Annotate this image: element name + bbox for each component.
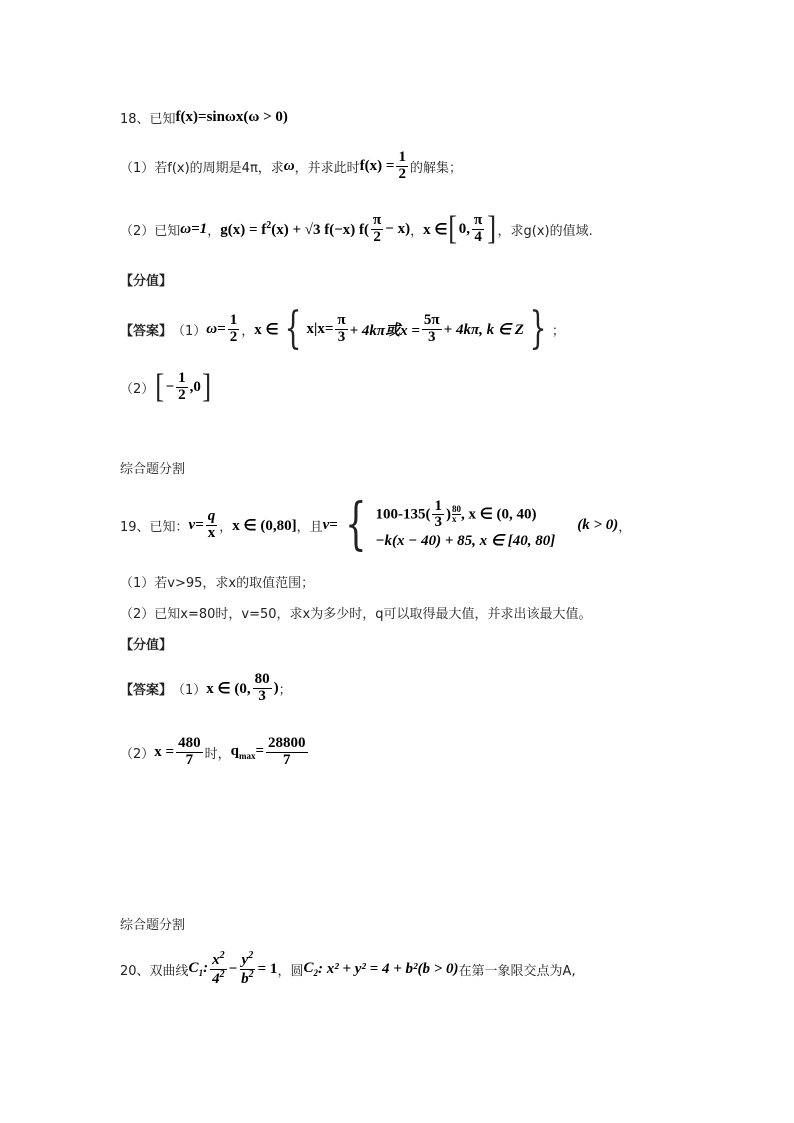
q18-answer2: [120, 370, 212, 404]
q19-answer2: [120, 736, 310, 769]
divider-text: 综合题分割: [120, 462, 186, 477]
circle-equation: : x² + y² = 4 + b²(b > 0): [317, 960, 459, 977]
score-label: 【分值】: [120, 274, 173, 289]
q19-sub2-text: （2）已知x=80时，v=50，求x为多少时，q可以取得最大值，并求出该最大值。: [120, 607, 592, 622]
fraction-numerator: 1: [434, 497, 442, 514]
semicolon: ；: [551, 323, 565, 339]
x-in: x ∈: [254, 321, 279, 338]
left-bracket: [: [448, 210, 458, 247]
fraction-one-third: [432, 499, 444, 532]
interval-start: 0,: [458, 220, 470, 237]
left-brace: {: [344, 492, 367, 557]
fraction-q-over-x: [206, 509, 218, 542]
fraction-numerator: y: [241, 952, 249, 968]
v-equals: v=: [322, 516, 338, 533]
fraction-28800-over-7: [266, 736, 308, 769]
set-middle: + 4kπ或x =: [349, 322, 420, 339]
q18-part2: [120, 212, 593, 246]
case1-domain: , x ∈ (0, 40): [460, 506, 537, 523]
fraction-numerator: q: [207, 507, 216, 524]
fraction-denominator: 2: [398, 165, 406, 182]
gx-expression: g(x) = f: [220, 221, 267, 238]
fraction-numerator: 1: [178, 369, 186, 386]
case2-text: −k(x − 40) + 85, x ∈ [40, 80]: [375, 533, 556, 550]
piecewise-cases: [375, 499, 555, 552]
fraction-numerator: 5π: [423, 311, 440, 328]
fraction-80-over-3: [253, 672, 272, 705]
answer-prefix: （1）: [172, 323, 207, 339]
fraction-numerator: π: [473, 211, 483, 228]
v-equals: v=: [188, 516, 204, 533]
q19-title: [120, 492, 632, 557]
and-text: ，且: [296, 519, 323, 535]
k-condition: (k > 0): [577, 516, 619, 533]
answer-label: 【答案】: [120, 323, 173, 339]
fraction-denominator: 4: [474, 228, 482, 245]
q19-number: 19、已知：: [120, 519, 189, 535]
q-symbol: q: [230, 743, 239, 760]
left-bracket: [: [155, 368, 165, 405]
fraction-numerator: 480: [178, 735, 201, 751]
superscript: 2: [219, 950, 225, 961]
fraction-one-half: [176, 371, 188, 404]
answer-label: 【答案】: [120, 682, 173, 698]
right-bracket: ]: [202, 368, 212, 405]
x-in: x ∈: [423, 221, 448, 238]
score-label: 【分值】: [120, 638, 173, 653]
q19-sub1-text: （1）若v>95，求x的取值范围；: [120, 576, 315, 591]
fraction-denominator: 2: [229, 328, 238, 345]
q18-number: 18、已知: [120, 112, 176, 127]
q19-sub2: [120, 603, 591, 622]
right-brace: }: [529, 303, 547, 354]
equals-one: = 1: [257, 960, 278, 977]
fraction-numerator: π: [337, 311, 346, 328]
section-divider-2: [120, 914, 185, 933]
q20-tail: 在第一象限交点为A,: [458, 963, 576, 979]
case-2: [375, 531, 555, 551]
q18-title: [120, 108, 288, 127]
fraction-denominator: 7: [185, 751, 194, 768]
fraction-numerator: 28800: [268, 735, 306, 751]
fraction-y2-over-b2: [239, 951, 256, 988]
set-tail: + 4kπ, k ∈ Z: [443, 321, 524, 338]
q18-answer1: [120, 303, 565, 354]
omega-equals: ω=1: [180, 220, 208, 237]
q18-part1-text2: ，并求此时: [294, 160, 360, 176]
equals-sign: =: [255, 743, 265, 760]
left-brace: {: [284, 303, 301, 354]
answer-prefix: （1）: [172, 682, 207, 698]
subscript: 2: [313, 968, 318, 979]
q18-function: f(x)=sinωx(ω > 0): [175, 109, 288, 125]
fraction-pi-over-4: [472, 213, 484, 246]
domain: x ∈ (0,80]: [232, 517, 297, 534]
gx-middle: (x) + √3 f(−x) f(: [271, 221, 370, 238]
q18-part1: [120, 150, 462, 183]
fraction-denominator: 3: [258, 687, 266, 704]
right-bracket: ]: [487, 210, 497, 247]
interval-end: ,0: [189, 378, 201, 395]
x-equals: x =: [154, 743, 175, 760]
q20-number: 20、双曲线: [120, 963, 189, 979]
q18-part1-text: （1）若f(x)的周期是4π，求: [120, 160, 284, 176]
gx-end: − x): [385, 220, 411, 237]
semicolon: ；: [278, 682, 292, 698]
q20-title: 20、双曲线 $C_1$: $\frac{x^2}{4^2}$ − $\frac{y^2}{b^2}$ = 1 ，圆 $C_2$ : x² + y² = 4 + b²(b > 0) 在第一象限交点为A,: [120, 950, 576, 987]
fraction-pi-over-3: [335, 313, 347, 346]
superscript: 2: [248, 968, 254, 980]
c2-symbol: C: [303, 960, 314, 977]
fraction-denominator: x: [207, 524, 216, 541]
superscript: 2: [219, 968, 225, 980]
fraction-pi-over-2: [371, 213, 383, 246]
q19-answer1: [120, 672, 292, 705]
fraction-denominator: 7: [283, 751, 291, 768]
minus-sign: −: [165, 378, 175, 395]
omega-symbol: ω: [283, 157, 295, 174]
interval-close: ): [273, 679, 279, 696]
case1-close: ): [445, 506, 451, 523]
fraction-480-over-7: [176, 736, 203, 769]
subscript-max: max: [238, 751, 256, 762]
fraction-numerator: 1: [398, 149, 406, 165]
case-1: [375, 499, 555, 532]
subscript: 1: [198, 968, 204, 979]
q18-part2-tail: ，求g(x)的值域.: [497, 223, 593, 239]
fraction-denominator: b: [241, 970, 249, 987]
fraction-numerator: x: [212, 952, 220, 968]
fraction-5pi-over-3: [422, 313, 442, 346]
fraction-denominator: 3: [428, 328, 436, 345]
exponent-denominator: x: [451, 514, 457, 525]
fraction-denominator: 3: [434, 514, 442, 531]
interval-start: x ∈ (0,: [206, 680, 251, 697]
fraction-numerator: π: [373, 211, 382, 228]
colon: :: [203, 960, 209, 977]
answer-prefix: （2）: [120, 381, 155, 397]
fraction-x2-over-4-2: [210, 951, 227, 988]
circle-text: ，圆: [277, 963, 304, 979]
fraction-one-half: [228, 313, 240, 346]
separator: ，: [618, 519, 632, 535]
fraction-one-half: [396, 150, 408, 183]
q18-score-label: [120, 270, 172, 289]
section-divider-1: [120, 458, 185, 477]
q19-sub1: [120, 572, 314, 591]
separator: ，: [410, 223, 424, 239]
set-builder: x|x=: [306, 320, 334, 337]
omega-equals: ω=: [206, 320, 226, 337]
fraction-denominator: 4: [212, 970, 220, 987]
fraction-numerator: 1: [229, 311, 238, 328]
fraction-denominator: 3: [337, 328, 346, 345]
divider-text: 综合题分割: [120, 918, 186, 933]
separator: ，: [207, 223, 221, 239]
exponent-numerator: 80: [451, 504, 461, 515]
when-text: 时，: [204, 746, 231, 762]
separator: ，: [241, 323, 255, 339]
answer-prefix: （2）: [120, 746, 155, 762]
superscript: 2: [248, 950, 254, 961]
case1-text: 100-135(: [375, 506, 431, 523]
exponent-80-over-x: [452, 505, 461, 524]
c1-symbol: C: [188, 960, 199, 977]
q19-score-label: [120, 634, 172, 653]
q18-part2-prefix: （2）已知: [120, 223, 181, 239]
fraction-denominator: 2: [178, 386, 186, 403]
q18-part1-tail: 的解集；: [409, 160, 462, 176]
separator: ，: [219, 519, 233, 535]
superscript: 2: [266, 219, 272, 231]
fx-expression: f(x) =: [359, 157, 395, 174]
fraction-numerator: 80: [254, 671, 270, 687]
fraction-denominator: 2: [373, 228, 381, 245]
